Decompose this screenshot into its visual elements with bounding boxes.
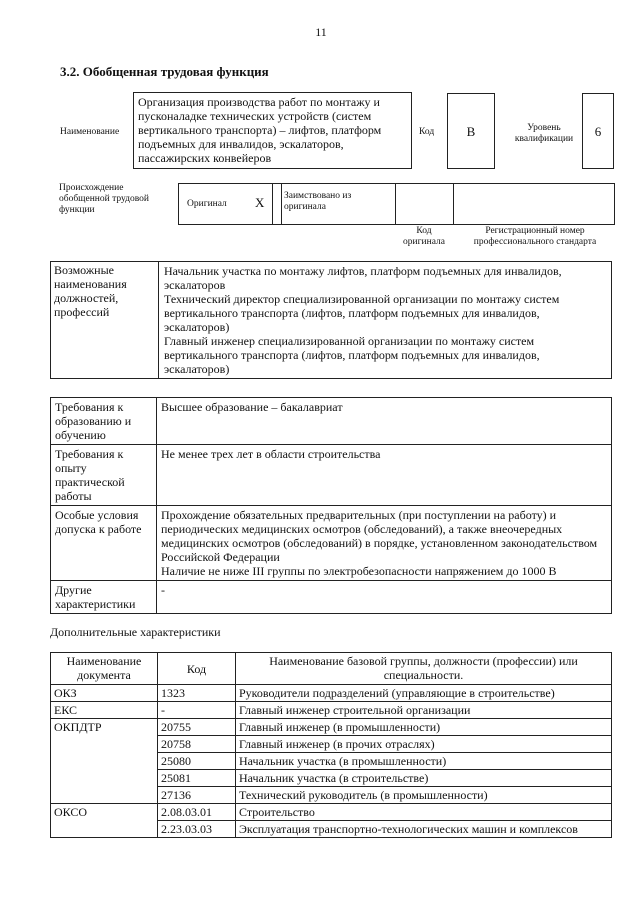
name-cell: Начальник участка (в промышленности) — [236, 753, 612, 770]
code-label: Код — [419, 127, 435, 137]
positions-list — [159, 262, 612, 379]
additional-table — [50, 652, 612, 838]
origin-box — [178, 183, 615, 225]
borrowed-label: Заимствовано из оригинала — [284, 191, 352, 212]
name-value: Организация производства работ по монтажу и пусконаладке технических устройств (систем вертикального транспорта) – лифтов, платформ подъемных для инвалидов, эскалаторов, пассажирских конвейеров — [138, 95, 382, 165]
position-item: Главный инженер специализированной организации по монтажу систем вертикального транспорта (лифтов, платформ подъемных для инвалидов, эскалаторов) — [164, 334, 540, 376]
education-label: Требования к образованию и обучению — [51, 398, 157, 445]
header-name: Наименование базовой группы, должности (профессии) или специальности. — [236, 653, 612, 685]
name-cell: Главный инженер строительной организации — [236, 702, 612, 719]
education-value: Высшее образование – бакалавриат — [157, 398, 612, 445]
code-original-label: Код оригинала — [403, 226, 445, 247]
experience-label: Требования к опыту практической работы — [51, 445, 157, 506]
positions-table — [50, 261, 612, 379]
level-label: Уровень квалификации — [514, 123, 574, 144]
code-cell: 25081 — [158, 770, 236, 787]
doc-cell: ОКЗ — [51, 685, 158, 702]
special-conditions-value — [157, 506, 612, 581]
name-value-box — [133, 92, 412, 169]
code-cell: 2.23.03.03 — [158, 821, 236, 838]
position-item: Технический директор специализированной организации по монтажу систем вертикального транспорта (лифтов, платформ подъемных для инвалидов, эскалаторов) — [164, 292, 560, 334]
code-cell: - — [158, 702, 236, 719]
position-item: Начальник участка по монтажу лифтов, платформ подъемных для инвалидов, эскалаторов — [164, 264, 562, 292]
code-value-box — [447, 93, 495, 169]
doc-cell: ОКПДТР — [51, 719, 158, 804]
name-label: Наименование — [60, 127, 120, 137]
experience-value: Не менее трех лет в области строительства — [157, 445, 612, 506]
level-value-box — [582, 93, 614, 169]
requirements-table — [50, 397, 612, 614]
section-title: 3.2. Обобщенная трудовая функция — [60, 64, 269, 79]
name-cell: Технический руководитель (в промышленности) — [236, 787, 612, 804]
other-characteristics-value: - — [157, 581, 612, 614]
electrical-safety-text: Наличие не ниже III группы по электробезопасности напряжением до 1000 В — [161, 564, 557, 578]
special-conditions-text: Прохождение обязательных предварительных (при поступлении на работу) и периодических медицинских осмотров (обследований), а также внеочередных медицинских осмотров (обследований) в порядке, установленном законодательством Российской Федерации — [161, 508, 598, 564]
name-cell: Главный инженер (в прочих отраслях) — [236, 736, 612, 753]
header-document: Наименование документа — [51, 653, 158, 685]
code-cell: 1323 — [158, 685, 236, 702]
original-mark: Х — [255, 195, 265, 210]
name-cell: Начальник участка (в строительстве) — [236, 770, 612, 787]
doc-cell: ОКСО — [51, 804, 158, 838]
name-cell: Главный инженер (в промышленности) — [236, 719, 612, 736]
original-label: Оригинал — [187, 199, 227, 209]
doc-cell: ЕКС — [51, 702, 158, 719]
code-value: В — [466, 124, 476, 139]
page-number: 11 — [315, 25, 327, 39]
code-cell: 27136 — [158, 787, 236, 804]
name-cell: Строительство — [236, 804, 612, 821]
name-cell: Эксплуатация транспортно-технологических машин и комплексов — [236, 821, 612, 838]
level-value: 6 — [594, 124, 602, 139]
header-code: Код — [158, 653, 236, 685]
other-characteristics-label: Другие характеристики — [51, 581, 157, 614]
code-cell: 2.08.03.01 — [158, 804, 236, 821]
additional-title: Дополнительные характеристики — [50, 625, 221, 639]
name-cell: Руководители подразделений (управляющие в строительстве) — [236, 685, 612, 702]
special-conditions-label: Особые условия допуска к работе — [51, 506, 157, 581]
positions-label: Возможные наименования должностей, профессий — [51, 262, 159, 379]
code-cell: 20755 — [158, 719, 236, 736]
code-cell: 25080 — [158, 753, 236, 770]
origin-label: Происхождение обобщенной трудовой функции — [59, 183, 149, 215]
reg-number-label: Регистрационный номер профессионального стандарта — [473, 226, 597, 247]
code-cell: 20758 — [158, 736, 236, 753]
